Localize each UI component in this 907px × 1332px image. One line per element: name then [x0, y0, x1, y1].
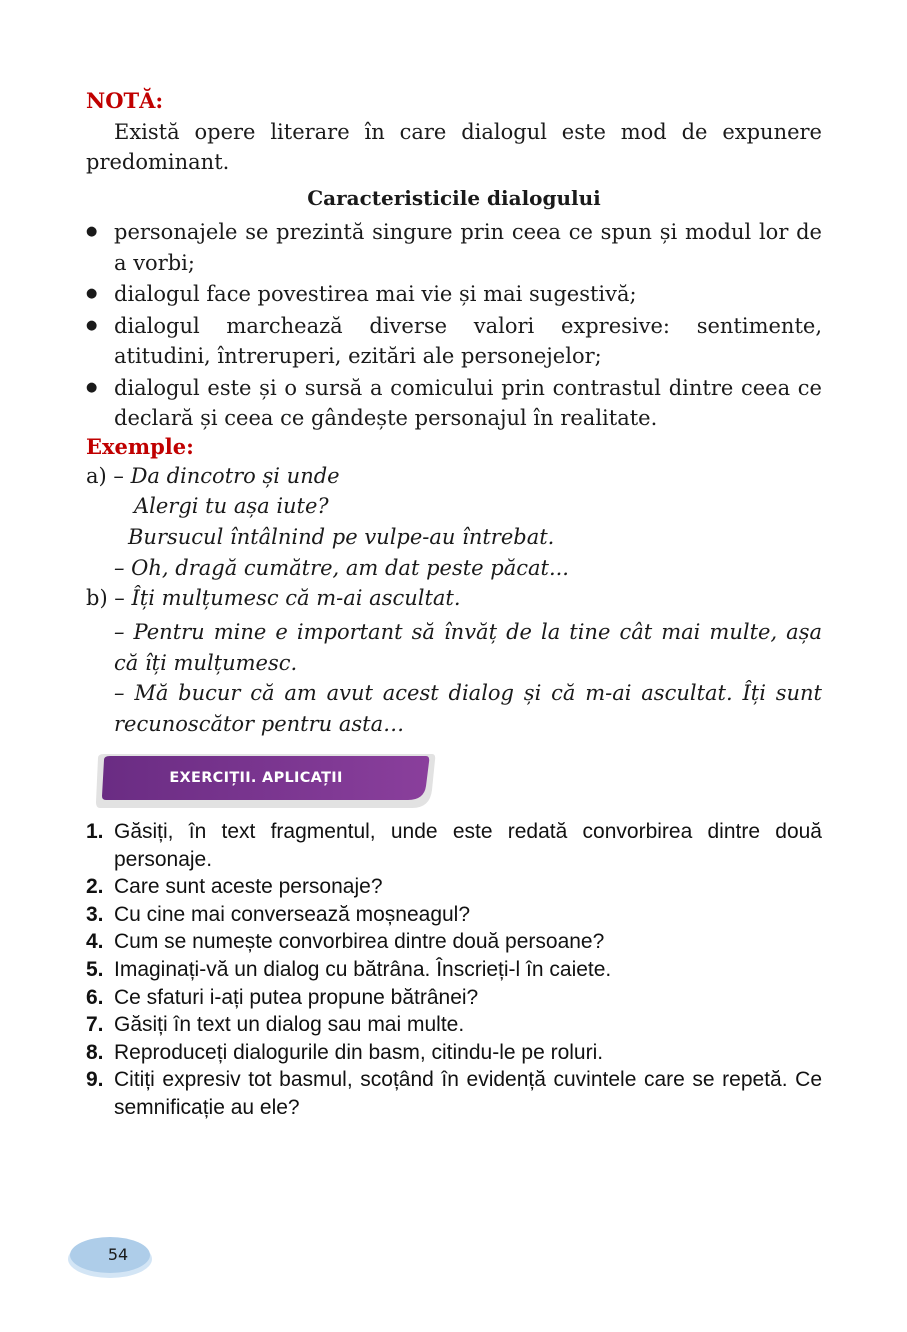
exercise-number: 5.	[86, 957, 104, 981]
exercise-item	[86, 1066, 822, 1121]
example-b-marker: b) –	[86, 586, 125, 610]
exercise-number: 2.	[86, 875, 104, 899]
example-a-text1: Da dincotro și unde	[130, 464, 340, 488]
exercise-text: Găsiți, în text fragmentul, unde este redată convorbirea dintre două personaje.	[114, 820, 822, 871]
exercise-number: 9.	[86, 1068, 104, 1092]
exercise-text: Găsiți în text un dialog sau mai multe.	[114, 1013, 465, 1037]
exercise-number: 7.	[86, 1013, 104, 1037]
exercise-item	[86, 956, 822, 984]
example-b-line2: – Pentru mine e important să învăț de la tine cât mai multe, așa că îți mulțumesc.	[114, 620, 822, 675]
exercise-list	[86, 818, 822, 1122]
example-a-line4: – Oh, dragă cumătre, am dat peste păcat...	[114, 556, 569, 580]
exercise-number: 6.	[86, 985, 104, 1009]
example-b-line1	[86, 586, 461, 610]
exercise-text: Imaginați-vă un dialog cu bătrâna. Înscrieți-l în caiete.	[114, 957, 612, 981]
characteristics-list	[86, 217, 822, 435]
nota-label: NOTĂ:	[86, 88, 164, 113]
exercise-text: Reproduceți dialogurile din basm, citindu-le pe roluri.	[114, 1040, 604, 1064]
exercise-number: 1.	[86, 820, 104, 843]
exercise-text: Cu cine mai conversează moșneagul?	[114, 902, 471, 926]
exercise-number: 3.	[86, 902, 104, 926]
characteristic-item: ● dialogul face povestirea mai vie și mai sugestivă;	[86, 279, 822, 310]
exercise-item	[86, 1011, 822, 1039]
example-a-line1	[86, 464, 340, 488]
example-a-marker: a) –	[86, 464, 124, 488]
example-a-line2: Alergi tu așa iute?	[134, 494, 329, 518]
exercise-item	[86, 901, 822, 929]
nota-text: Există opere literare în care dialogul este mod de expunere predominant.	[86, 120, 822, 174]
exercise-number: 8.	[86, 1040, 104, 1064]
characteristic-item: ● dialogul este și o sursă a comicului prin contrastul dintre ceea ce declară și ceea ce gândește personajul în realitate.	[86, 373, 822, 434]
exercise-item	[86, 873, 822, 901]
exercise-number: 4.	[86, 930, 104, 954]
exercise-text: Care sunt aceste personaje?	[114, 875, 383, 899]
exercises-banner-label: EXERCIȚII. APLICAȚII	[169, 770, 343, 786]
example-b-line3: – Mă bucur că am avut acest dialog și că m-ai ascultat. Îți sunt recunoscător pentru asta…	[114, 681, 822, 736]
exercise-text: Cum se numește convorbirea dintre două persoane?	[114, 930, 605, 954]
characteristic-item: ● dialogul marchează diverse valori expresive: sentimente, atitudini, întreruperi, ezitări ale personejelor;	[86, 311, 822, 372]
characteristics-title: Caracteristicile dialogului	[307, 186, 601, 210]
exercise-item	[86, 1039, 822, 1067]
exercise-item	[86, 984, 822, 1012]
example-a-line3: Bursucul întâlnind pe vulpe-au întrebat.	[128, 525, 555, 549]
examples-label: Exemple:	[86, 434, 194, 459]
example-b-text1: Îți mulțumesc că m-ai ascultat.	[131, 586, 461, 610]
exercise-item	[86, 928, 822, 956]
exercise-text: Citiți expresiv tot basmul, scoțând în evidență cuvintele care se repetă. Ce semnificație au ele?	[114, 1068, 822, 1119]
page-number: 54	[107, 1245, 129, 1264]
characteristic-item: ● personajele se prezintă singure prin ceea ce spun și modul lor de a vorbi;	[86, 217, 822, 278]
exercise-item	[86, 818, 822, 873]
exercise-text: Ce sfaturi i-ați putea propune bătrânei?	[114, 985, 479, 1009]
